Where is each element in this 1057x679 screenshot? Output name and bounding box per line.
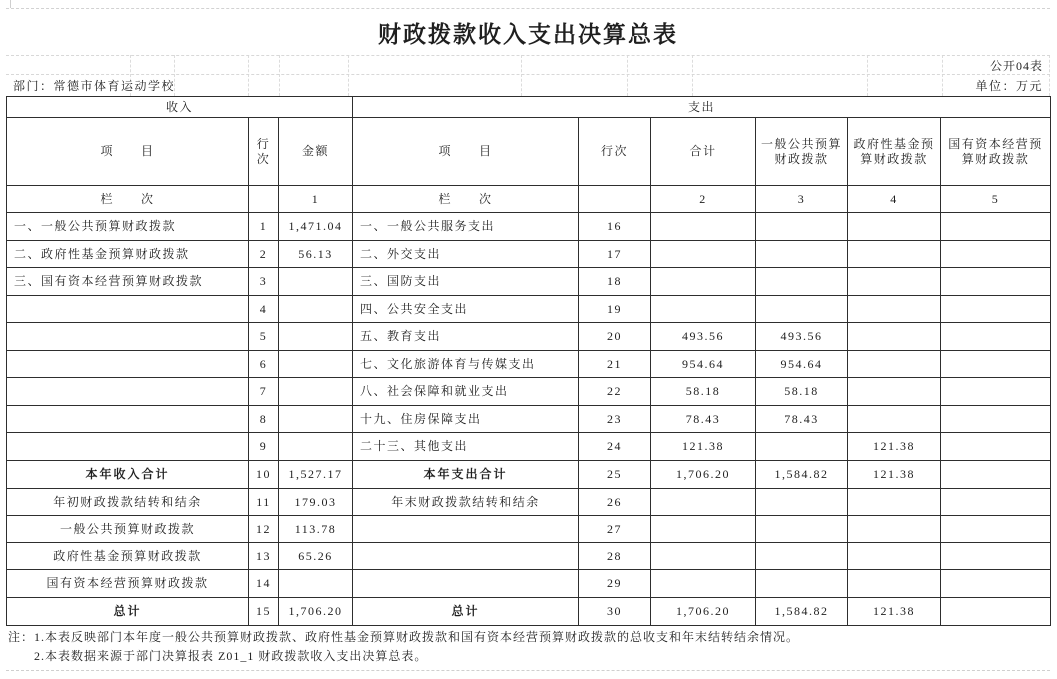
- expense-general-cell: 493.56: [756, 323, 848, 351]
- table-row: [7, 323, 1051, 351]
- column-index-row: [7, 186, 1051, 213]
- expense-capital-index: 5: [941, 186, 1051, 213]
- expense-fund-cell: [848, 323, 941, 351]
- expense-item-cell: 二十三、其他支出: [353, 433, 579, 461]
- expense-general-cell: [756, 489, 848, 516]
- expense-band-label: 支出: [353, 97, 1051, 118]
- income-band-label: 收入: [7, 97, 353, 118]
- expense-rowno-cell: 26: [579, 489, 651, 516]
- income-amount-cell: [279, 406, 353, 433]
- expense-general-cell: 78.43: [756, 406, 848, 433]
- expense-item-cell: 三、国防支出: [353, 268, 579, 296]
- income-amount-header: 金额: [279, 118, 353, 186]
- income-amount-cell: [279, 378, 353, 406]
- expense-capital-cell: [941, 351, 1051, 378]
- table-row: [7, 296, 1051, 323]
- income-item-cell: 一般公共预算财政拨款: [7, 516, 249, 543]
- page-title: 财政拨款收入支出决算总表: [6, 8, 1050, 56]
- expense-capital-cell: [941, 296, 1051, 323]
- table-row: [7, 543, 1051, 570]
- expense-item-cell: 八、社会保障和就业支出: [353, 378, 579, 406]
- expense-rowno-cell: 28: [579, 543, 651, 570]
- income-item-cell: 本年收入合计: [7, 461, 249, 489]
- expense-item-cell: 一、一般公共服务支出: [353, 213, 579, 241]
- income-rowno-cell: 11: [249, 489, 279, 516]
- income-amount-cell: [279, 323, 353, 351]
- income-lanci-label: 栏 次: [7, 186, 249, 213]
- income-item-cell: 年初财政拨款结转和结余: [7, 489, 249, 516]
- income-item-cell: [7, 296, 249, 323]
- income-item-cell: [7, 378, 249, 406]
- expense-rowno-cell: 16: [579, 213, 651, 241]
- expense-state-capital-header: 国有资本经营预算财政拨款: [941, 118, 1051, 186]
- expense-rowno-cell: 21: [579, 351, 651, 378]
- expense-total-cell: 493.56: [651, 323, 756, 351]
- expense-rowno-header: 行次: [579, 118, 651, 186]
- expense-fund-cell: [848, 543, 941, 570]
- income-amount-cell: 113.78: [279, 516, 353, 543]
- income-amount-cell: [279, 296, 353, 323]
- expense-general-cell: 58.18: [756, 378, 848, 406]
- income-rowno-cell: 2: [249, 241, 279, 268]
- expense-total-cell: 1,706.20: [651, 598, 756, 626]
- income-rowno-index: [249, 186, 279, 213]
- expense-rowno-cell: 19: [579, 296, 651, 323]
- table-row: [7, 489, 1051, 516]
- expense-fund-cell: [848, 489, 941, 516]
- expense-total-header: 合计: [651, 118, 756, 186]
- expense-rowno-cell: 17: [579, 241, 651, 268]
- expense-capital-cell: [941, 461, 1051, 489]
- expense-rowno-cell: 24: [579, 433, 651, 461]
- income-rowno-cell: 1: [249, 213, 279, 241]
- expense-total-cell: [651, 268, 756, 296]
- table-row: [7, 461, 1051, 489]
- expense-rowno-cell: 25: [579, 461, 651, 489]
- expense-capital-cell: [941, 570, 1051, 598]
- income-item-cell: 二、政府性基金预算财政拨款: [7, 241, 249, 268]
- expense-fund-cell: 121.38: [848, 461, 941, 489]
- expense-rowno-cell: 30: [579, 598, 651, 626]
- table-row: [7, 378, 1051, 406]
- expense-rowno-index: [579, 186, 651, 213]
- expense-general-cell: [756, 516, 848, 543]
- expense-fund-cell: [848, 213, 941, 241]
- income-amount-cell: 1,527.17: [279, 461, 353, 489]
- department-row: [6, 74, 1050, 96]
- table-row: [7, 598, 1051, 626]
- expense-total-cell: [651, 543, 756, 570]
- expense-general-cell: [756, 213, 848, 241]
- expense-item-cell: 总计: [353, 598, 579, 626]
- income-item-cell: 一、一般公共预算财政拨款: [7, 213, 249, 241]
- expense-rowno-cell: 18: [579, 268, 651, 296]
- expense-fund-cell: 121.38: [848, 598, 941, 626]
- expense-fund-cell: 121.38: [848, 433, 941, 461]
- income-item-cell: 三、国有资本经营预算财政拨款: [7, 268, 249, 296]
- expense-total-index: 2: [651, 186, 756, 213]
- expense-rowno-cell: 22: [579, 378, 651, 406]
- expense-total-cell: 78.43: [651, 406, 756, 433]
- income-item-cell: 政府性基金预算财政拨款: [7, 543, 249, 570]
- income-rowno-cell: 7: [249, 378, 279, 406]
- expense-fund-cell: [848, 516, 941, 543]
- expense-item-cell: 二、外交支出: [353, 241, 579, 268]
- income-amount-index: 1: [279, 186, 353, 213]
- income-rowno-cell: 4: [249, 296, 279, 323]
- table-row: [7, 351, 1051, 378]
- income-amount-cell: 179.03: [279, 489, 353, 516]
- income-rowno-cell: 12: [249, 516, 279, 543]
- section-band-row: [7, 97, 1051, 118]
- expense-fund-cell: [848, 241, 941, 268]
- expense-fund-cell: [848, 570, 941, 598]
- expense-capital-cell: [941, 516, 1051, 543]
- income-rowno-cell: 9: [249, 433, 279, 461]
- column-header-row: [7, 118, 1051, 186]
- expense-item-cell: 本年支出合计: [353, 461, 579, 489]
- income-rowno-cell: 8: [249, 406, 279, 433]
- expense-capital-cell: [941, 433, 1051, 461]
- expense-total-cell: [651, 570, 756, 598]
- expense-general-cell: [756, 433, 848, 461]
- income-rowno-cell: 3: [249, 268, 279, 296]
- note-line-1: 注：1.本表反映部门本年度一般公共预算财政拨款、政府性基金预算财政拨款和国有资本经营预算财政拨款的总收支和年末结转结余情况。: [8, 630, 800, 644]
- income-rowno-cell: 6: [249, 351, 279, 378]
- expense-item-cell: 十九、住房保障支出: [353, 406, 579, 433]
- expense-total-cell: 1,706.20: [651, 461, 756, 489]
- expense-capital-cell: [941, 406, 1051, 433]
- income-item-cell: 总计: [7, 598, 249, 626]
- table-row: [7, 570, 1051, 598]
- expense-item-cell: 五、教育支出: [353, 323, 579, 351]
- expense-capital-cell: [941, 598, 1051, 626]
- expense-item-header: 项 目: [353, 118, 579, 186]
- expense-total-cell: 954.64: [651, 351, 756, 378]
- expense-capital-cell: [941, 378, 1051, 406]
- income-rowno-cell: 15: [249, 598, 279, 626]
- expense-rowno-cell: 20: [579, 323, 651, 351]
- table-row: [7, 433, 1051, 461]
- expense-general-cell: [756, 296, 848, 323]
- expense-rowno-cell: 27: [579, 516, 651, 543]
- income-item-cell: [7, 433, 249, 461]
- department-label: 部门：常德市体育运动学校: [13, 79, 176, 93]
- expense-fund-cell: [848, 268, 941, 296]
- expense-general-cell: [756, 268, 848, 296]
- expense-capital-cell: [941, 268, 1051, 296]
- income-item-cell: [7, 323, 249, 351]
- table-row: [7, 268, 1051, 296]
- income-item-header: 项 目: [7, 118, 249, 186]
- note-line-2: 2.本表数据来源于部门决算报表 Z01_1 财政拨款收入支出决算总表。: [34, 649, 428, 663]
- expense-capital-cell: [941, 241, 1051, 268]
- fiscal-appropriation-table: [6, 96, 1051, 626]
- income-rowno-cell: 5: [249, 323, 279, 351]
- expense-capital-cell: [941, 213, 1051, 241]
- table-row: [7, 241, 1051, 268]
- form-code: 公开04表: [989, 58, 1043, 73]
- form-code-row: [6, 55, 1050, 74]
- income-rowno-cell: 14: [249, 570, 279, 598]
- expense-total-cell: [651, 489, 756, 516]
- expense-gov-fund-header: 政府性基金预算财政拨款: [848, 118, 941, 186]
- income-amount-cell: 1,706.20: [279, 598, 353, 626]
- income-amount-cell: 65.26: [279, 543, 353, 570]
- expense-general-cell: 1,584.82: [756, 598, 848, 626]
- expense-item-cell: [353, 570, 579, 598]
- expense-item-cell: 七、文化旅游体育与传媒支出: [353, 351, 579, 378]
- expense-capital-cell: [941, 489, 1051, 516]
- expense-item-cell: [353, 543, 579, 570]
- expense-fund-cell: [848, 378, 941, 406]
- expense-general-cell: [756, 570, 848, 598]
- expense-lanci-label: 栏 次: [353, 186, 579, 213]
- income-amount-cell: [279, 351, 353, 378]
- table-body: [7, 213, 1051, 626]
- sheet-corner-gridline: [10, 0, 11, 8]
- income-item-cell: [7, 406, 249, 433]
- income-rowno-cell: 10: [249, 461, 279, 489]
- expense-total-cell: 121.38: [651, 433, 756, 461]
- income-item-cell: [7, 351, 249, 378]
- expense-general-cell: 1,584.82: [756, 461, 848, 489]
- expense-fund-cell: [848, 296, 941, 323]
- expense-total-cell: 58.18: [651, 378, 756, 406]
- expense-rowno-cell: 23: [579, 406, 651, 433]
- expense-fund-index: 4: [848, 186, 941, 213]
- table-row: [7, 516, 1051, 543]
- expense-total-cell: [651, 213, 756, 241]
- expense-general-cell: [756, 543, 848, 570]
- expense-fund-cell: [848, 406, 941, 433]
- income-amount-cell: [279, 570, 353, 598]
- expense-general-index: 3: [756, 186, 848, 213]
- income-rowno-cell: 13: [249, 543, 279, 570]
- expense-fund-cell: [848, 351, 941, 378]
- expense-item-cell: [353, 516, 579, 543]
- table-row: [7, 406, 1051, 433]
- expense-general-cell: [756, 241, 848, 268]
- expense-capital-cell: [941, 323, 1051, 351]
- expense-capital-cell: [941, 543, 1051, 570]
- expense-general-cell: 954.64: [756, 351, 848, 378]
- income-amount-cell: 56.13: [279, 241, 353, 268]
- expense-rowno-cell: 29: [579, 570, 651, 598]
- expense-item-cell: 年末财政拨款结转和结余: [353, 489, 579, 516]
- income-amount-cell: [279, 433, 353, 461]
- expense-total-cell: [651, 516, 756, 543]
- expense-total-cell: [651, 296, 756, 323]
- income-rowno-header: 行次: [249, 118, 279, 186]
- expense-total-cell: [651, 241, 756, 268]
- income-amount-cell: 1,471.04: [279, 213, 353, 241]
- table-row: [7, 213, 1051, 241]
- expense-item-cell: 四、公共安全支出: [353, 296, 579, 323]
- expense-general-budget-header: 一般公共预算财政拨款: [756, 118, 848, 186]
- income-amount-cell: [279, 268, 353, 296]
- notes: [6, 625, 1050, 671]
- income-item-cell: 国有资本经营预算财政拨款: [7, 570, 249, 598]
- unit-label: 单位：万元: [975, 79, 1043, 93]
